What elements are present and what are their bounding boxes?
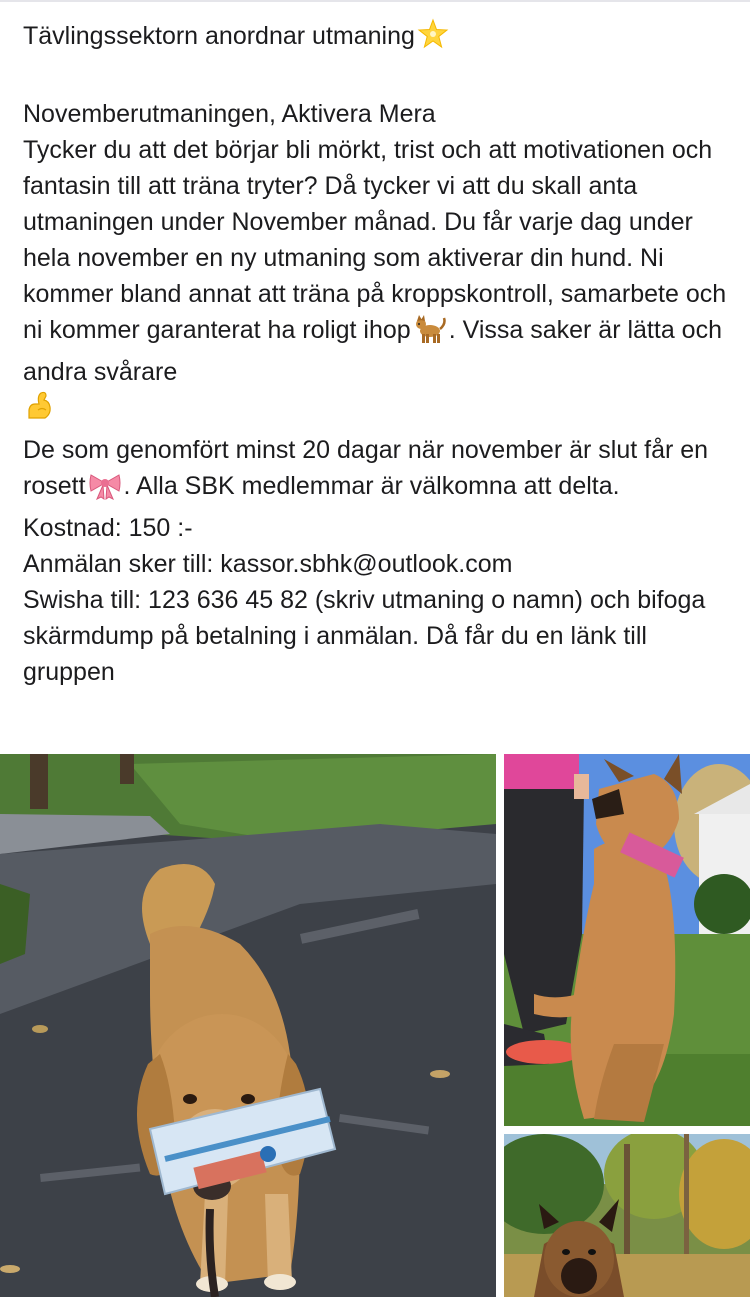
post-body: [23, 18, 735, 690]
post-heading: Novemberutmaningen, Aktivera Mera: [23, 100, 436, 128]
post-title: Tävlingssektorn anordnar utmaning: [23, 18, 735, 60]
post-paragraph-2: De som genomfört minst 20 dagar när november är slut får en rosett . Alla SBK medlemmar är välkomna att delta.: [23, 432, 735, 510]
flexed-biceps-icon: [25, 390, 55, 432]
post-flex-line: [23, 390, 735, 432]
photo-malinois-standing[interactable]: [504, 754, 750, 1126]
top-divider: [0, 0, 750, 2]
post-cost: Kostnad: 150 :-: [23, 514, 193, 542]
glowing-star-icon: [417, 18, 449, 60]
dog-icon: [413, 314, 447, 354]
ribbon-bow-icon: [88, 470, 122, 510]
photo-malinois-forest[interactable]: [504, 1134, 750, 1297]
photo-golden-retriever[interactable]: [0, 754, 496, 1297]
post-swish: Swisha till: 123 636 45 82 (skriv utmaning o namn) och bifoga skärmdump på betalning i anmälan. Då får du en länk till gruppen: [23, 586, 706, 686]
photo-gallery: [0, 754, 750, 1297]
post-signup: Anmälan sker till: kassor.sbhk@outlook.com: [23, 550, 513, 578]
post-paragraph-1: Tycker du att det börjar bli mörkt, trist och att motivationen och fantasin till att träna tryter? Då tycker vi att du skall anta utmaningen under November månad. Du får varje dag under hela november en ny utmaning som aktiverar din hund. Ni kommer bland annat att träna på kroppskontroll, samarbete och ni kommer garanterat ha roligt ihop . Vissa saker är lätta och andra svårare: [23, 136, 727, 386]
